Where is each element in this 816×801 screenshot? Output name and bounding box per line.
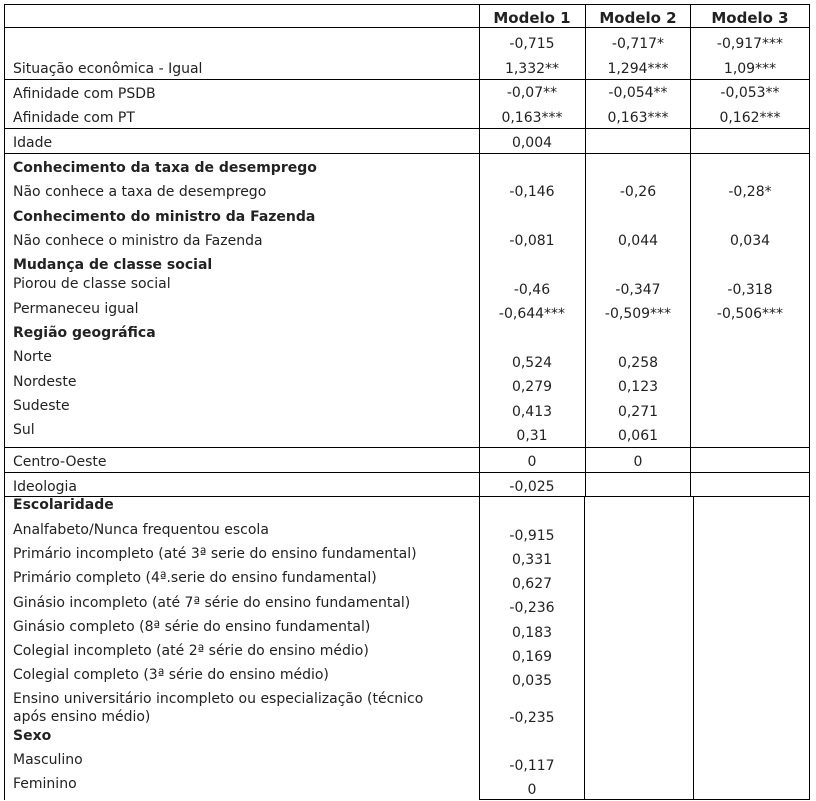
cell-m3: 0,034 — [729, 233, 771, 249]
cell-m1: 0,163*** — [501, 110, 563, 126]
cell-m3: 0,162*** — [719, 110, 781, 126]
row-sep-4 — [4, 447, 810, 448]
row-label: Ginásio incompleto (até 7ª série do ensino fundamental) — [13, 595, 411, 611]
row-sep-3 — [4, 153, 810, 154]
section-heading: Escolaridade — [13, 497, 114, 513]
cell-m1: -0,235 — [509, 710, 555, 726]
row-sep-5 — [4, 472, 810, 473]
header-modelo-2: Modelo 2 — [599, 9, 677, 27]
row-label: Não conhece a taxa de desemprego — [13, 184, 267, 200]
cell-m1: -0,915 — [509, 528, 555, 544]
cell-m1: 0,279 — [511, 379, 553, 395]
cell-m3: 1,09*** — [723, 61, 777, 77]
row-label: Piorou de classe social — [13, 276, 171, 292]
row-label: Norte — [13, 349, 52, 365]
cell-m2: 0,258 — [617, 355, 659, 371]
row-label: Primário incompleto (até 3ª serie do ensino fundamental) — [13, 546, 417, 562]
row-sep-2 — [4, 128, 810, 129]
row-label: Primário completo (4ª.serie do ensino fundamental) — [13, 570, 377, 586]
header-modelo-1: Modelo 1 — [493, 9, 571, 27]
cell-m3: -0,318 — [727, 282, 773, 298]
cell-m1: 0,31 — [516, 428, 548, 444]
row-sep-header — [4, 27, 810, 28]
cell-m1: -0,236 — [509, 600, 555, 616]
cell-m3: -0,506*** — [716, 306, 784, 322]
cell-m1: 0 — [527, 782, 537, 798]
row-label: Sudeste — [13, 398, 70, 414]
row-sep-6 — [4, 496, 810, 497]
section-heading: Conhecimento do ministro da Fazenda — [13, 209, 316, 225]
row-label: Não conhece o ministro da Fazenda — [13, 233, 263, 249]
section-heading: Sexo — [13, 728, 52, 744]
cell-m1: 1,332** — [504, 61, 560, 77]
row-sep-1 — [4, 79, 810, 80]
header-modelo-3: Modelo 3 — [711, 9, 789, 27]
col-sep-3a — [690, 4, 691, 497]
cell-m1: 0,524 — [511, 355, 553, 371]
cell-m2: 1,294*** — [607, 61, 669, 77]
row-label: Ensino universitário incompleto ou especialização (técnico — [13, 691, 424, 707]
cell-m2: 0 — [633, 454, 643, 470]
cell-m1: -0,081 — [509, 233, 555, 249]
cell-m2: 0,061 — [617, 428, 659, 444]
row-label: Feminino — [13, 776, 77, 792]
cell-m1: -0,025 — [509, 479, 555, 495]
cell-m3: -0,053** — [720, 85, 780, 101]
cell-m2: -0,509*** — [604, 306, 672, 322]
cell-m3: -0,917*** — [716, 36, 784, 52]
section-heading: Mudança de classe social — [13, 257, 213, 273]
row-label: Masculino — [13, 752, 83, 768]
row-label: Ginásio completo (8ª série do ensino fundamental) — [13, 619, 371, 635]
section-heading: Região geográfica — [13, 325, 156, 341]
row-label: Idade — [13, 135, 53, 151]
row-label: Colegial completo (3ª série do ensino médio) — [13, 667, 329, 683]
cell-m1: -0,715 — [509, 36, 555, 52]
cell-m2: 0,123 — [617, 379, 659, 395]
row-label: Afinidade com PT — [13, 110, 135, 126]
cell-m1: 0,627 — [511, 576, 553, 592]
cell-m2: -0,054** — [608, 85, 668, 101]
cell-m3: -0,28* — [728, 184, 772, 200]
cell-m1: -0,07** — [506, 85, 558, 101]
cell-m2: 0,271 — [617, 404, 659, 420]
table-left-border — [4, 4, 5, 800]
row-label: Nordeste — [13, 374, 77, 390]
col-sep-2a — [585, 4, 586, 497]
table-bottom-border — [480, 799, 810, 800]
row-label: Analfabeto/Nunca frequentou escola — [13, 522, 269, 538]
cell-m1: 0,331 — [511, 552, 553, 568]
cell-m1: 0,004 — [511, 135, 553, 151]
row-label: Sul — [13, 422, 35, 438]
cell-m1: -0,117 — [509, 758, 555, 774]
cell-m1: -0,644*** — [498, 306, 566, 322]
cell-m1: 0 — [527, 454, 537, 470]
table-right-border — [809, 4, 810, 800]
cell-m2: -0,347 — [615, 282, 661, 298]
row-label: Colegial incompleto (até 2ª série do ensino médio) — [13, 643, 369, 659]
row-label-line2: após ensino médio) — [13, 709, 151, 725]
cell-m1: 0,169 — [511, 649, 553, 665]
cell-m1: 0,035 — [511, 673, 553, 689]
row-label: Permaneceu igual — [13, 301, 139, 317]
cell-m2: 0,163*** — [607, 110, 669, 126]
row-label: Ideologia — [13, 479, 78, 495]
row-label: Afinidade com PSDB — [13, 86, 156, 102]
cell-m1: -0,46 — [513, 282, 551, 298]
cell-m2: -0,717* — [611, 36, 665, 52]
cell-m1: 0,413 — [511, 404, 553, 420]
row-label: Situação econômica - Igual — [13, 61, 203, 77]
row-label: Centro-Oeste — [13, 454, 107, 470]
cell-m1: 0,183 — [511, 625, 553, 641]
cell-m2: -0,26 — [619, 184, 657, 200]
cell-m2: 0,044 — [617, 233, 659, 249]
section-heading: Conhecimento da taxa de desemprego — [13, 160, 317, 176]
cell-m1: -0,146 — [509, 184, 555, 200]
col-sep-3b — [693, 497, 694, 800]
